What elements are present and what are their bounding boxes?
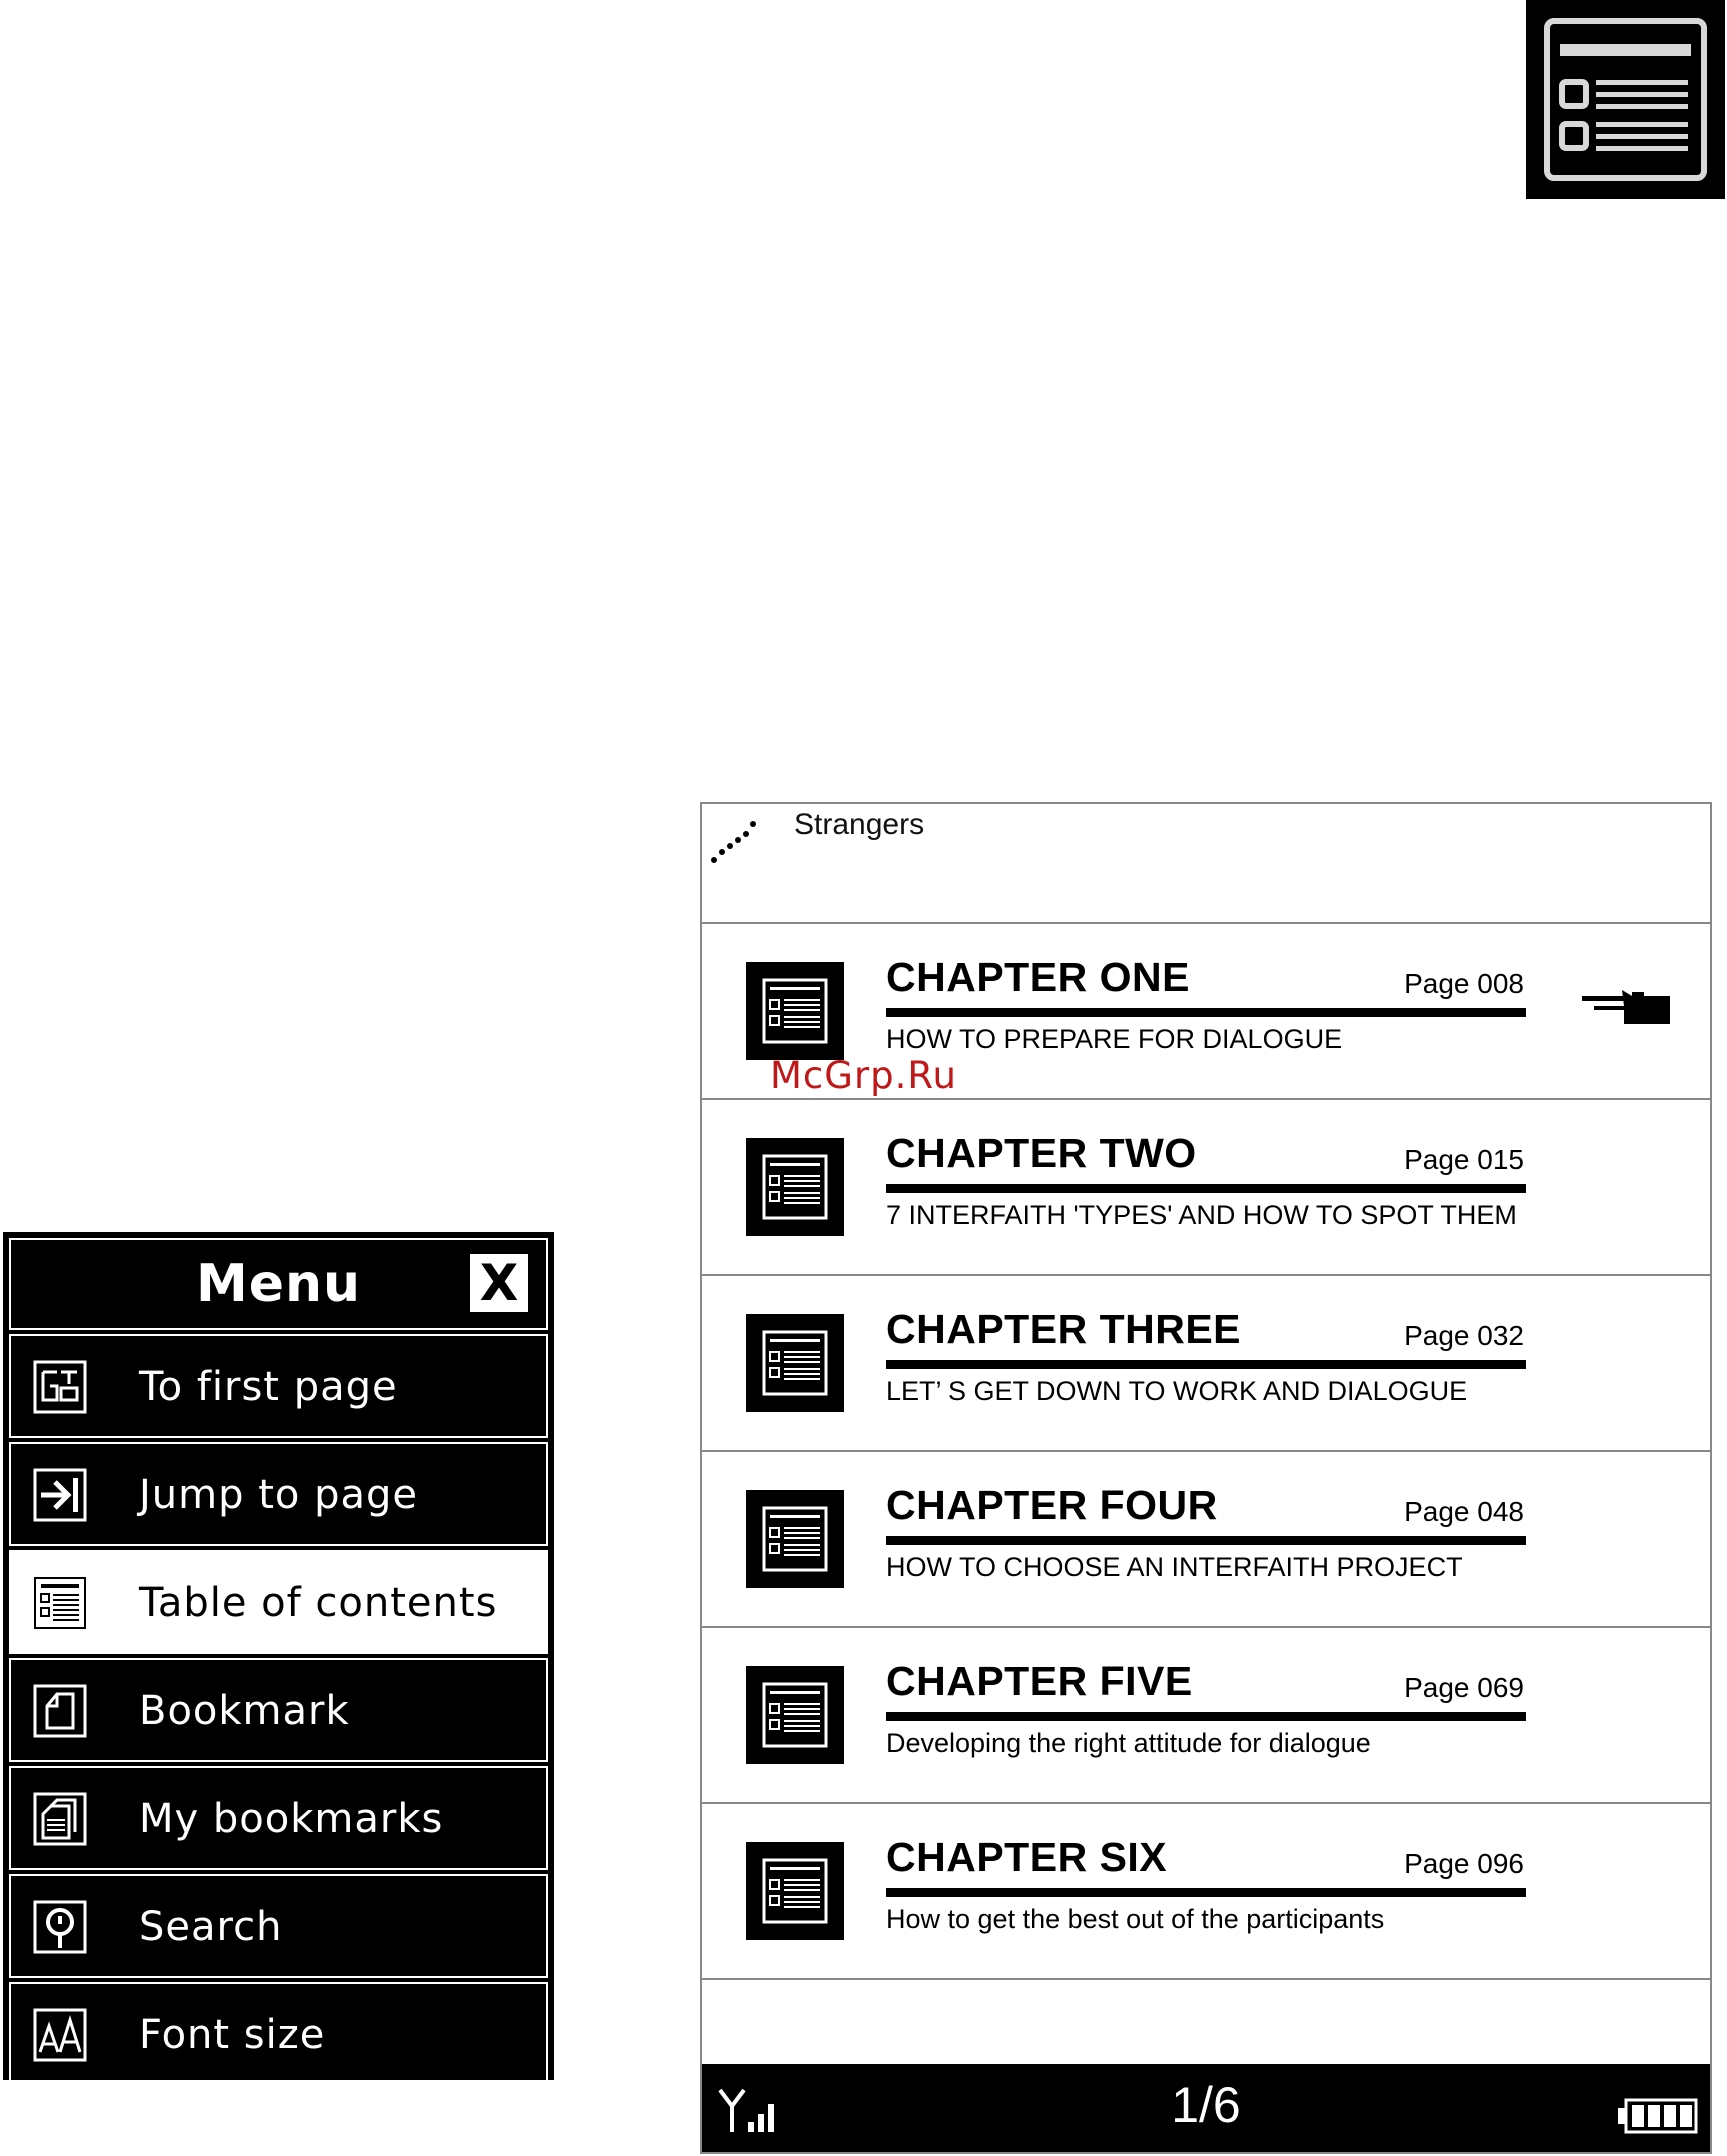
menu-item-label: To first page — [139, 1364, 398, 1410]
chapter-row[interactable] — [702, 1804, 1710, 1980]
chapter-icon — [746, 1138, 844, 1236]
chapter-subtitle: LET’ S GET DOWN TO WORK AND DIALOGUE — [886, 1376, 1468, 1406]
bookmarks-icon — [33, 1792, 87, 1846]
jump-icon — [33, 1468, 87, 1522]
pointing-hand-icon — [1582, 984, 1674, 1028]
chapter-page: Page 015 — [1404, 1144, 1524, 1175]
chapter-icon — [746, 1490, 844, 1588]
book-title: Strangers — [794, 808, 925, 841]
chapter-subtitle: 7 INTERFAITH 'TYPES' AND HOW TO SPOT THEM — [886, 1200, 1517, 1230]
page-indicator: 1/6 — [1171, 2077, 1241, 2133]
first-page-icon — [33, 1360, 87, 1414]
chapter-page: Page 032 — [1404, 1320, 1524, 1351]
chapter-title: CHAPTER ONE — [886, 954, 1190, 1000]
watermark: McGrp.Ru — [770, 1054, 957, 1097]
toc-header — [702, 804, 1710, 924]
chapter-row[interactable] — [702, 1452, 1710, 1628]
menu-item-label: Table of contents — [139, 1580, 498, 1626]
menu-item-jump-to-page[interactable] — [9, 1442, 548, 1546]
chapter-icon — [746, 1842, 844, 1940]
chapter-row[interactable] — [702, 1276, 1710, 1452]
chapter-row[interactable] — [702, 1628, 1710, 1804]
menu-item-table-of-contents[interactable] — [9, 1550, 548, 1654]
chapter-title: CHAPTER SIX — [886, 1834, 1168, 1880]
chapter-divider — [886, 1008, 1526, 1017]
chapter-page: Page 048 — [1404, 1496, 1524, 1527]
chapter-icon — [746, 1666, 844, 1764]
chapter-row[interactable] — [702, 1100, 1710, 1276]
chapter-divider — [886, 1536, 1526, 1545]
chapter-title: CHAPTER TWO — [886, 1130, 1197, 1176]
menu-item-label: Bookmark — [139, 1688, 350, 1734]
toc-icon-large — [1526, 0, 1725, 199]
chapter-title: CHAPTER THREE — [886, 1306, 1242, 1352]
chapter-title: CHAPTER FOUR — [886, 1482, 1218, 1528]
chapter-divider — [886, 1360, 1526, 1369]
menu-item-label: Font size — [139, 2012, 326, 2058]
font-size-icon — [33, 2008, 87, 2062]
loading-dots-icon — [708, 808, 768, 868]
close-button[interactable]: X — [470, 1254, 528, 1312]
chapter-page: Page 096 — [1404, 1848, 1524, 1879]
menu-panel — [3, 1232, 554, 2080]
chapter-title: CHAPTER FIVE — [886, 1658, 1193, 1704]
menu-header — [9, 1238, 548, 1330]
chapter-divider — [886, 1184, 1526, 1193]
chapter-icon — [746, 962, 844, 1060]
menu-item-label: My bookmarks — [139, 1796, 444, 1842]
status-bar — [702, 2064, 1710, 2152]
chapter-page: Page 069 — [1404, 1672, 1524, 1703]
chapter-icon — [746, 1314, 844, 1412]
battery-icon — [1618, 2098, 1698, 2134]
toc-screen — [700, 802, 1712, 2154]
search-icon — [33, 1900, 87, 1954]
menu-item-to-first-page[interactable] — [9, 1334, 548, 1438]
menu-item-my-bookmarks[interactable] — [9, 1766, 548, 1870]
menu-title: Menu — [195, 1254, 362, 1314]
menu-item-label: Jump to page — [139, 1472, 418, 1518]
chapter-subtitle: How to get the best out of the participants — [886, 1904, 1385, 1934]
chapter-divider — [886, 1712, 1526, 1721]
menu-item-search[interactable] — [9, 1874, 548, 1978]
menu-item-label: Search — [139, 1904, 283, 1950]
chapter-divider — [886, 1888, 1526, 1897]
toc-icon — [33, 1576, 87, 1630]
chapter-subtitle: Developing the right attitude for dialogue — [886, 1728, 1371, 1758]
bookmark-icon — [33, 1684, 87, 1738]
menu-item-font-size[interactable] — [9, 1982, 548, 2086]
chapter-subtitle: HOW TO PREPARE FOR DIALOGUE — [886, 1024, 1343, 1054]
chapter-subtitle: HOW TO CHOOSE AN INTERFAITH PROJECT — [886, 1552, 1463, 1582]
menu-item-bookmark[interactable] — [9, 1658, 548, 1762]
chapter-page: Page 008 — [1404, 968, 1524, 999]
